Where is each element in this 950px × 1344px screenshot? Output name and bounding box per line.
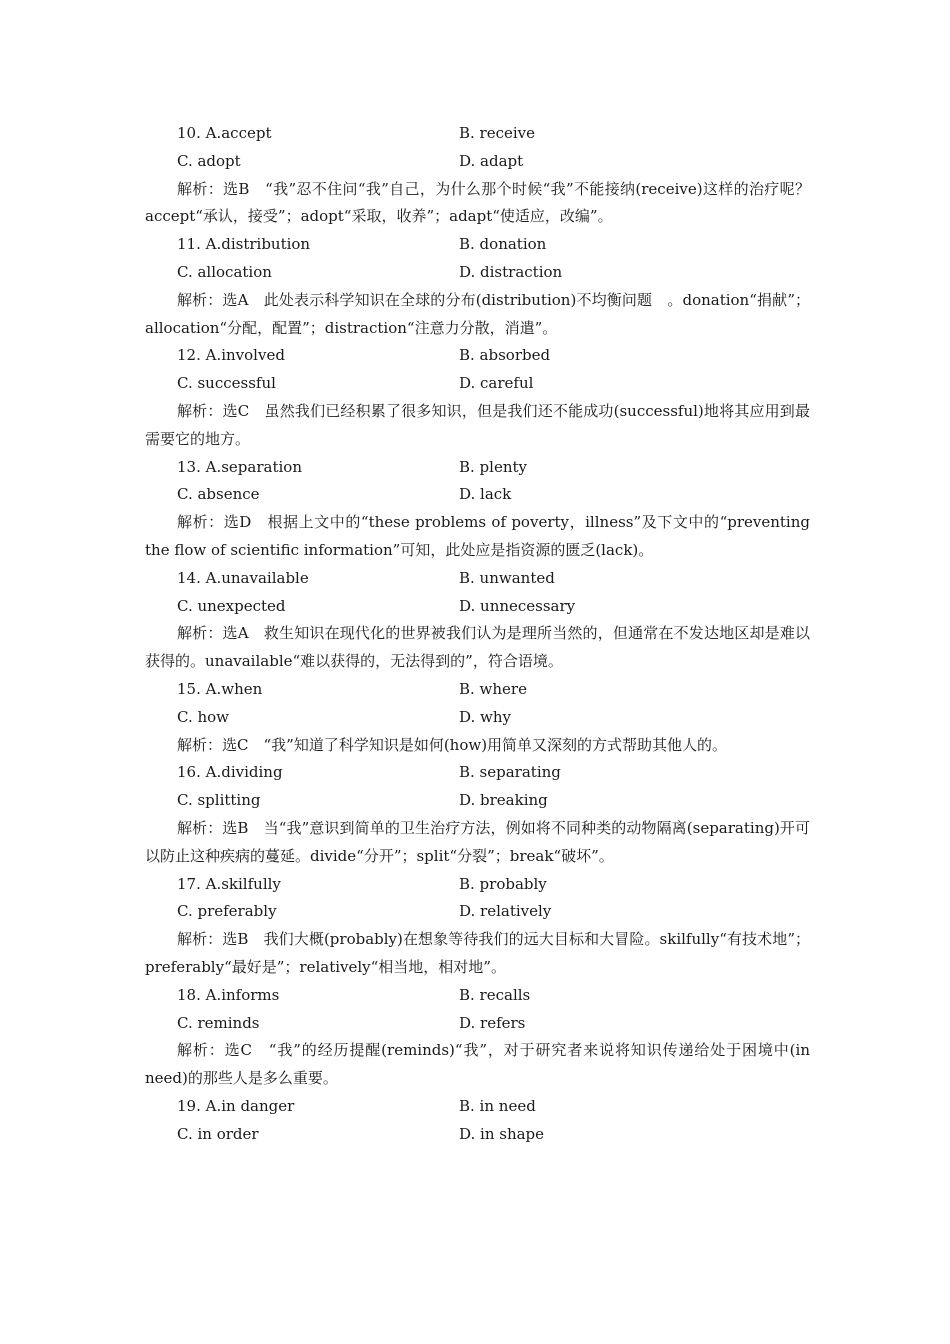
option-row — [145, 898, 810, 926]
option-text: B. separating — [459, 763, 561, 782]
option-text: B. probably — [459, 874, 547, 893]
question-block — [145, 676, 810, 759]
option-text: 17. A.skilfully — [177, 874, 281, 893]
option-text: D. relatively — [459, 902, 552, 921]
option-row — [145, 871, 810, 899]
option-row — [145, 370, 810, 398]
option-text: B. recalls — [459, 985, 531, 1004]
option-text: C. adopt — [177, 151, 241, 170]
question-block — [145, 1093, 810, 1149]
question-block — [145, 454, 810, 565]
option-text: 10. A.accept — [177, 124, 272, 142]
option-text: 13. A.separation — [177, 457, 302, 476]
option-text: D. distraction — [459, 262, 563, 281]
option-text: C. in order — [177, 1124, 259, 1143]
option-text: D. why — [459, 707, 512, 726]
option-row — [145, 593, 810, 621]
option-text: C. reminds — [177, 1013, 260, 1032]
explanation-text: 解析：选A 此处表示科学知识在全球的分布(distribution)不均衡问题 。donation“捐献”；allocation“分配，配置”；distraction“注意力分散，消遣”。 — [145, 290, 810, 337]
option-text: 19. A.in danger — [177, 1096, 295, 1115]
option-row — [145, 565, 810, 593]
option-text: C. unexpected — [177, 596, 286, 615]
option-text: B. in need — [459, 1096, 536, 1115]
option-row — [145, 704, 810, 732]
explanation-text: 解析：选C 虽然我们已经积累了很多知识，但是我们还不能成功(successful)地将其应用到最需要它的地方。 — [145, 401, 810, 448]
option-text: C. splitting — [177, 791, 261, 810]
question-block — [145, 565, 810, 676]
option-text: D. lack — [459, 485, 512, 504]
option-text: B. donation — [459, 235, 547, 254]
option-text: B. unwanted — [459, 568, 555, 587]
option-text: D. adapt — [459, 151, 524, 170]
explanation-text: 解析：选C “我”的经历提醒(reminds)“我”，对于研究者来说将知识传递给处于困境中(in need)的那些人是多么重要。 — [145, 1041, 810, 1088]
option-text: B. plenty — [459, 457, 527, 476]
question-block — [145, 982, 810, 1093]
explanation-text: 解析：选A 救生知识在现代化的世界被我们认为是理所当然的，但通常在不发达地区却是难以获得的。unavailable“难以获得的，无法得到的”，符合语境。 — [145, 624, 810, 671]
option-row — [145, 454, 810, 482]
question-block — [145, 231, 810, 342]
option-text: C. preferably — [177, 902, 277, 921]
option-text: 14. A.unavailable — [177, 568, 309, 587]
option-row — [145, 231, 810, 259]
option-row — [145, 676, 810, 704]
option-row — [145, 1121, 810, 1149]
option-text: 15. A.when — [177, 679, 263, 698]
option-text: B. receive — [459, 124, 536, 142]
option-text: B. where — [459, 679, 527, 698]
explanation-text: 解析：选D 根据上文中的“these problems of poverty，illness”及下文中的“preventing the flow of scientific information”可知，此处应是指资源的匮乏(lack)。 — [145, 513, 810, 559]
option-text: 16. A.dividing — [177, 763, 283, 782]
option-text: D. careful — [459, 374, 534, 393]
option-text: C. how — [177, 707, 230, 726]
question-block — [145, 759, 810, 870]
option-row — [145, 342, 810, 370]
explanation-text: 解析：选B 我们大概(probably)在想象等待我们的远大目标和大冒险。skilfully“有技术地”；preferably“最好是”；relatively“相当地，相对地”。 — [145, 930, 810, 976]
option-text: D. unnecessary — [459, 596, 576, 615]
option-row — [145, 120, 810, 148]
option-text: 18. A.informs — [177, 985, 280, 1004]
question-block — [145, 871, 810, 982]
option-text: B. absorbed — [459, 346, 551, 365]
option-row — [145, 148, 810, 176]
explanation-text: 解析：选B “我”忍不住问“我”自己，为什么那个时候“我”不能接纳(receive)这样的治疗呢？accept“承认，接受”；adopt“采取，收养”；adapt“使适应，改编”。 — [145, 179, 810, 226]
option-row — [145, 1010, 810, 1038]
option-text: C. successful — [177, 374, 276, 393]
option-text: D. in shape — [459, 1124, 545, 1143]
question-list — [145, 120, 810, 1148]
question-block — [145, 120, 810, 231]
explanation-text: 解析：选B 当“我”意识到简单的卫生治疗方法，例如将不同种类的动物隔离(separating)开可以防止这种疾病的蔓延。divide“分开”；split“分裂”；break“破坏”。 — [145, 818, 810, 865]
explanation-text: 解析：选C “我”知道了科学知识是如何(how)用简单又深刻的方式帮助其他人的。 — [177, 735, 728, 754]
question-block — [145, 342, 810, 453]
option-text: 11. A.distribution — [177, 235, 311, 254]
option-row — [145, 787, 810, 815]
option-text: C. absence — [177, 485, 260, 504]
option-row — [145, 982, 810, 1010]
option-row — [145, 259, 810, 287]
option-text: D. breaking — [459, 791, 548, 810]
option-row — [145, 1093, 810, 1121]
option-row — [145, 481, 810, 509]
option-text: 12. A.involved — [177, 346, 285, 365]
option-text: D. refers — [459, 1013, 526, 1032]
option-text: C. allocation — [177, 262, 272, 281]
option-row — [145, 759, 810, 787]
